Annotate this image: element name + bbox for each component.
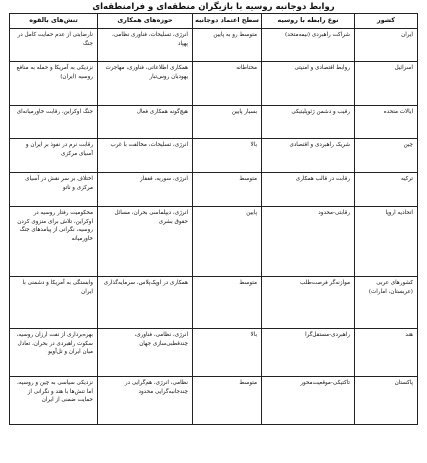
cell-trust-level: محتاطانه	[193, 62, 262, 106]
header-potential-tensions: تنش‌های بالقوه	[10, 14, 98, 29]
cell-cooperation-areas: انرژی، دیپلماسی بحران، مسائل حقوق بشری	[98, 207, 193, 277]
cell-country: ترکیه	[355, 173, 418, 207]
table-row	[10, 139, 418, 173]
table-row	[10, 277, 418, 329]
cell-cooperation-areas: انرژی، سوریه، قفقاز	[98, 173, 193, 207]
header-relation-type: نوع رابطه با روسیه	[262, 14, 355, 29]
cell-country: ایران	[355, 29, 418, 62]
document-title: روابط دوجانبه روسیه با بازیگران منطقه‌ای و فرامنطقه‌ای	[92, 2, 335, 12]
table-row	[10, 377, 418, 425]
cell-trust-level: پایین	[193, 207, 262, 277]
cell-cooperation-areas: انرژی، تسلیحات، مخالفت با غرب	[98, 139, 193, 173]
table-header-row	[10, 14, 418, 29]
cell-cooperation-areas: نظامی، انرژی، هم‌گرایی در چندجانبه‌گرایی محدود	[98, 377, 193, 425]
cell-trust-level: بسیار پایین	[193, 106, 262, 139]
cell-trust-level: متوسط	[193, 277, 262, 329]
header-cooperation-areas: حوزه‌های همکاری	[98, 14, 193, 29]
cell-potential-tensions: بهره‌برداری از نفت ارزان روسیه، سکوت راهبردی در بحران، تعادل میان ایران و تل‌آویو	[10, 329, 98, 377]
cell-country: کشورهای عربی (عربستان، امارات)	[355, 277, 418, 329]
cell-trust-level: متوسط	[193, 377, 262, 425]
cell-relation-type: رقیب و دشمن ژئوپلیتیکی	[262, 106, 355, 139]
cell-cooperation-areas: انرژی، نظامی، فناوری، چندقطبی‌سازی جهان	[98, 329, 193, 377]
cell-relation-type: راهبردی-مستقل‌گرا	[262, 329, 355, 377]
cell-relation-type: روابط اقتصادی و امنیتی	[262, 62, 355, 106]
cell-trust-level: متوسط	[193, 173, 262, 207]
cell-potential-tensions: محکومیت رفتار روسیه در اوکراین، تلاش برای منزوی کردن روسیه، نگرانی از پیامدهای جنگ خاورمیانه	[10, 207, 98, 277]
table-row	[10, 329, 418, 377]
cell-cooperation-areas: همکاری در اوپک‌پلاس، سرمایه‌گذاری	[98, 277, 193, 329]
cell-country: چین	[355, 139, 418, 173]
cell-relation-type: شراکت راهبردی (نیمه‌متحد)	[262, 29, 355, 62]
cell-trust-level: بالا	[193, 329, 262, 377]
table-row	[10, 62, 418, 106]
cell-country: اسرائیل	[355, 62, 418, 106]
cell-country: ایالات متحده	[355, 106, 418, 139]
cell-potential-tensions: وابستگی به آمریکا و دشمنی با ایران	[10, 277, 98, 329]
cell-relation-type: رقابت در قالب همکاری	[262, 173, 355, 207]
cell-potential-tensions: رقابت نرم در نفوذ بر ایران و آسیای مرکزی	[10, 139, 98, 173]
cell-country: هند	[355, 329, 418, 377]
cell-potential-tensions: اختلاف بر سر نقش در آسیای مرکزی و ناتو	[10, 173, 98, 207]
header-country: کشور	[355, 14, 418, 29]
cell-relation-type: موازنه‌گر فرصت‌طلب	[262, 277, 355, 329]
cell-country: پاکستان	[355, 377, 418, 425]
header-trust-level: سطح اعتماد دوجانبه	[193, 14, 262, 29]
cell-relation-type: تاکتیکی-موقعیت‌محور	[262, 377, 355, 425]
cell-country: اتحادیه اروپا	[355, 207, 418, 277]
relations-table	[9, 13, 418, 425]
cell-cooperation-areas: همکاری اطلاعاتی، فناوری، مهاجرت یهودیان روس‌تبار	[98, 62, 193, 106]
table-row	[10, 207, 418, 277]
cell-potential-tensions: نارضایتی از عدم حمایت کامل در جنگ	[10, 29, 98, 62]
cell-potential-tensions: جنگ اوکراین، رقابت خاورمیانه‌ای	[10, 106, 98, 139]
table-row	[10, 106, 418, 139]
cell-trust-level: متوسط رو به پایین	[193, 29, 262, 62]
cell-potential-tensions: نزدیکی به آمریکا و حمله به منافع روسیه (ایران)	[10, 62, 98, 106]
cell-trust-level: بالا	[193, 139, 262, 173]
table-row	[10, 173, 418, 207]
cell-cooperation-areas: هیچ‌گونه همکاری فعال	[98, 106, 193, 139]
cell-relation-type: رقابتی-محدود	[262, 207, 355, 277]
cell-relation-type: شریک راهبردی و اقتصادی	[262, 139, 355, 173]
cell-potential-tensions: نزدیکی سیاسی به چین و روسیه، اما تنش‌ها با هند و نگرانی از حمایت ضمنی از ایران	[10, 377, 98, 425]
cell-cooperation-areas: انرژی، تسلیحات، فناوری نظامی، پهپاد	[98, 29, 193, 62]
table-row	[10, 29, 418, 62]
